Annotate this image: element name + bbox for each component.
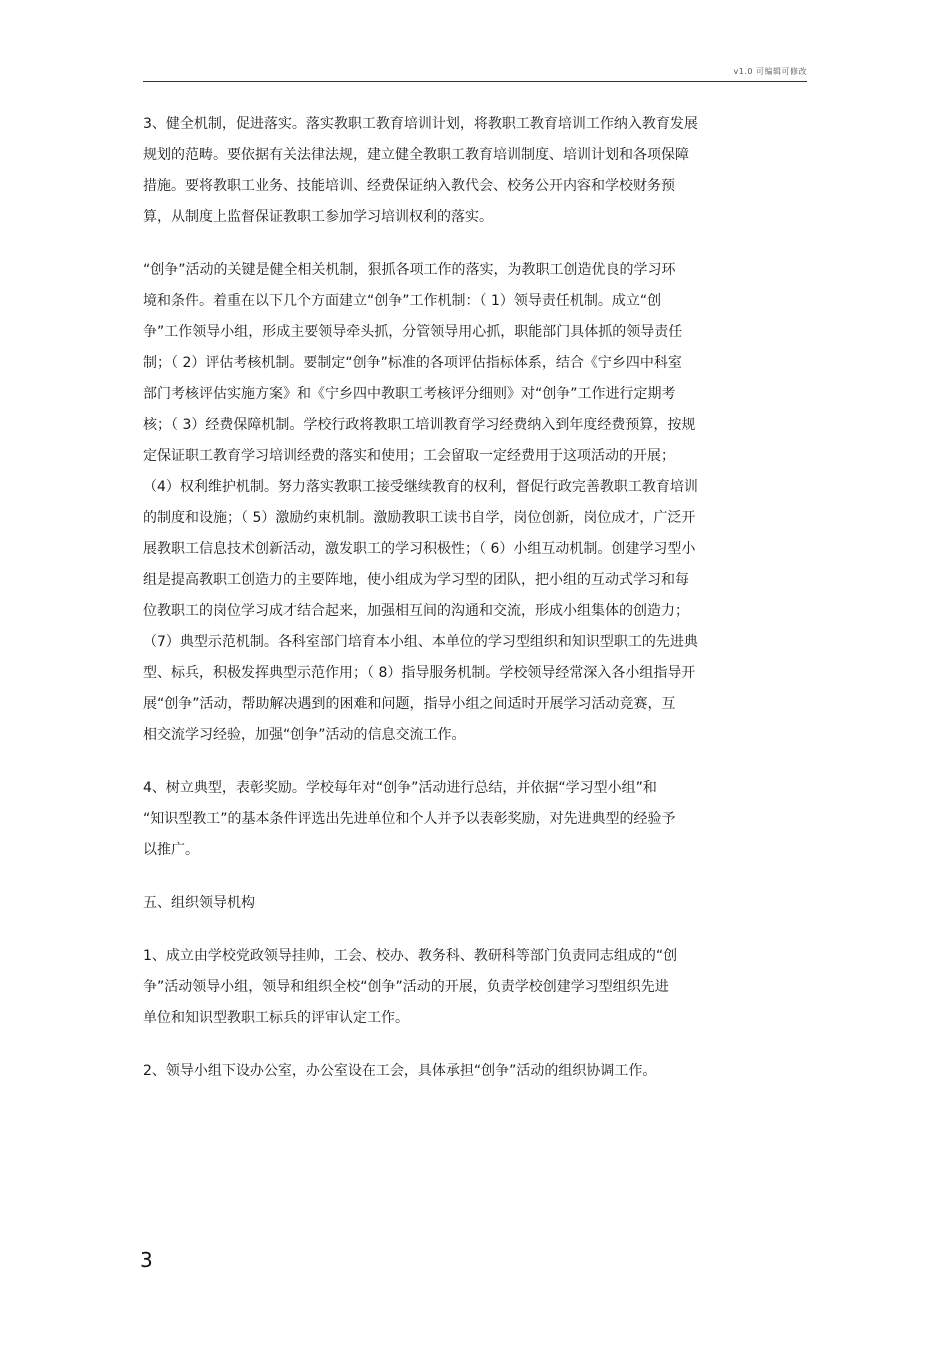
paragraph-line: 4、树立典型，表彰奖励。学校每年对“创争”活动进行总结，并依据“学习型小组”和 <box>143 780 657 796</box>
paragraph-line: 型、标兵，积极发挥典型示范作用；（ 8）指导服务机制。学校领导经常深入各小组指导开 <box>143 665 696 681</box>
paragraph-line: 规划的范畴。要依据有关法律法规，建立健全教职工教育培训制度、培训计划和各项保障 <box>143 147 689 163</box>
page-number: 3 <box>140 1248 153 1272</box>
paragraph-line: 境和条件。着重在以下几个方面建立“创争”工作机制：（ 1）领导责任机制。成立“创 <box>143 293 662 309</box>
section-heading: 五、组织领导机构 <box>143 895 255 911</box>
paragraph-line: （4）权利维护机制。努力落实教职工接受继续教育的权利，督促行政完善教职工教育培训 <box>143 479 698 495</box>
paragraph-line: 制；（ 2）评估考核机制。要制定“创争”标准的各项评估指标体系，结合《宁乡四中科室 <box>143 355 682 371</box>
header-rule <box>143 81 807 82</box>
paragraph-line: “知识型教工”的基本条件评选出先进单位和个人并予以表彰奖励，对先进典型的经验予 <box>143 811 676 827</box>
paragraph-line: 2、领导小组下设办公室，办公室设在工会，具体承担“创争”活动的组织协调工作。 <box>143 1063 657 1079</box>
paragraph-line: 以推广。 <box>143 842 199 858</box>
paragraph-line: 算，从制度上监督保证教职工参加学习培训权利的落实。 <box>143 209 493 225</box>
paragraph-line: 位教职工的岗位学习成才结合起来，加强相互间的沟通和交流，形成小组集体的创造力； <box>143 603 689 619</box>
paragraph-line: 展教职工信息技术创新活动，激发职工的学习积极性；（ 6）小组互动机制。创建学习型小 <box>143 541 696 557</box>
paragraph-line: 1、成立由学校党政领导挂帅，工会、校办、教务科、教研科等部门负责同志组成的“创 <box>143 948 678 964</box>
paragraph-line: 3、健全机制，促进落实。落实教职工教育培训计划，将教职工教育培训工作纳入教育发展 <box>143 116 698 132</box>
document-body <box>143 114 793 1081</box>
paragraph-line: 展“创争”活动，帮助解决遇到的困难和问题，指导小组之间适时开展学习活动竞赛，互 <box>143 696 676 712</box>
header-note: v1.0 可编辑可修改 <box>733 67 807 76</box>
paragraph-line: “创争”活动的关键是健全相关机制，狠抓各项工作的落实，为教职工创造优良的学习环 <box>143 262 676 278</box>
paragraph-line: 相交流学习经验，加强“创争”活动的信息交流工作。 <box>143 727 466 743</box>
paragraph-line: 定保证职工教育学习培训经费的落实和使用；工会留取一定经费用于这项活动的开展； <box>143 448 675 464</box>
paragraph-line: 组是提高教职工创造力的主要阵地，使小组成为学习型的团队，把小组的互动式学习和每 <box>143 572 689 588</box>
paragraph-line: 单位和知识型教职工标兵的评审认定工作。 <box>143 1010 409 1026</box>
paragraph-line: 争”工作领导小组，形成主要领导牵头抓，分管领导用心抓，职能部门具体抓的领导责任 <box>143 324 683 340</box>
paragraph-line: 核；（ 3）经费保障机制。学校行政将教职工培训教育学习经费纳入到年度经费预算，按规 <box>143 417 696 433</box>
paragraph-line: （7）典型示范机制。各科室部门培育本小组、本单位的学习型组织和知识型职工的先进典 <box>143 634 698 650</box>
paragraph-line: 部门考核评估实施方案》和《宁乡四中教职工考核评分细则》对“创争”工作进行定期考 <box>143 386 676 402</box>
paragraph-line: 措施。要将教职工业务、技能培训、经费保证纳入教代会、校务公开内容和学校财务预 <box>143 178 675 194</box>
paragraph-line: 争”活动领导小组，领导和组织全校“创争”活动的开展，负责学校创建学习型组织先进 <box>143 979 669 995</box>
paragraph-line: 的制度和设施；（ 5）激励约束机制。激励教职工读书自学，岗位创新，岗位成才，广泛开 <box>143 510 696 526</box>
